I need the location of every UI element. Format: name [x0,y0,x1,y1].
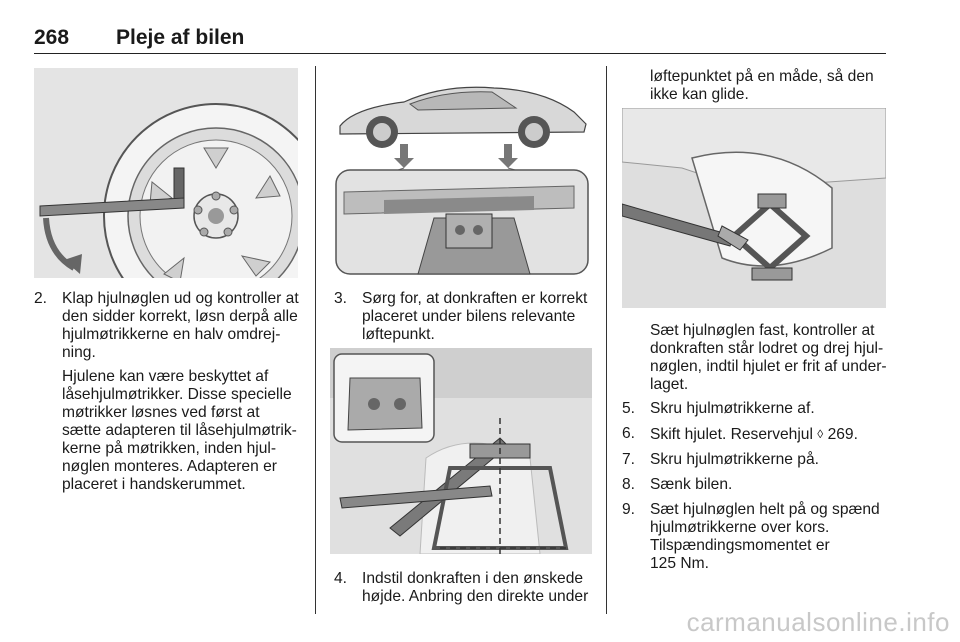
jack-point-illustration [334,68,590,276]
step-9-number: 9. [622,501,636,518]
jack-closeup-illustration [330,348,592,554]
column-divider-1 [315,66,316,614]
step-9-torque-label: Tilspændingsmomentet er [650,537,830,554]
jack-closeup-drawing [330,348,592,554]
wheel-wrench-illustration [34,68,298,278]
step-9-text: Sæt hjulnøglen helt på og spænd hjulmøtrikkerne over kors. [650,501,880,536]
step-2-block [34,290,300,494]
step-2-text: Klap hjulnøglen ud og kontroller at den sidder korrekt, løsn derpå alle hjulmøtrikkerne en halv omdrej- ning. [62,290,299,361]
jack-lifting-drawing [622,108,886,308]
step-3-block [334,290,594,344]
page-ref-icon: ◊ [817,427,824,441]
header-rule [34,53,886,54]
jack-note: Sæt hjulnøglen fast, kontroller at donkraften står lodret og drej hjul- nøglen, indtil hjulet er frit af under- laget. [650,322,887,393]
step-7-text: Skru hjulmøtrikkerne på. [650,451,819,468]
jack-lifting-illustration [622,108,886,308]
step-7-number: 7. [622,451,636,468]
step-8-text: Sænk bilen. [650,476,733,493]
step-9 [622,501,888,573]
column-divider-2 [606,66,607,614]
step-3-text: Sørg for, at donkraften er korrekt placeret under bilens relevante løftepunkt. [362,290,588,343]
step-3-number: 3. [334,290,348,307]
step-4-number: 4. [334,570,348,587]
watermark: carmanualsonline.info [686,607,950,637]
step-6 [622,425,888,444]
step-7 [622,451,888,469]
step-2 [34,290,300,362]
chapter-title: Pleje af bilen [116,26,245,49]
steps-5-9 [622,400,888,580]
step-5-number: 5. [622,400,636,417]
step-6-page-ref[interactable]: 269. [827,426,858,443]
step-4 [334,570,594,606]
step-5-text: Skru hjulmøtrikkerne af. [650,400,815,417]
step-6-number: 6. [622,425,636,442]
step-8 [622,476,888,494]
page-header [34,26,886,52]
step-3 [334,290,594,344]
step-5 [622,400,888,418]
step-8-number: 8. [622,476,636,493]
step-2-note: Hjulene kan være beskyttet af låsehjulmøtrikker. Disse specielle møtrikker løsnes ved først at sætte adapteren til låsehjulmøtrik- kerne på møtrikken, inden hjul- nøglen monteres. Adapteren er placeret i handskerummet. [62,368,297,493]
step-6-text: Skift hjulet. Reservehjul [650,426,813,443]
step-4-block [334,570,594,606]
wheel-wrench-drawing [34,68,298,278]
step-4-text: Indstil donkraften i den ønskede højde. Anbring den direkte under [362,570,589,605]
step-2-number: 2. [34,290,48,307]
step-9-torque-value: 125 Nm. [650,555,709,572]
page-number: 268 [34,26,70,49]
step-4-continuation: løftepunktet på en måde, så den ikke kan glide. [650,68,874,103]
jack-point-drawing [334,68,590,276]
